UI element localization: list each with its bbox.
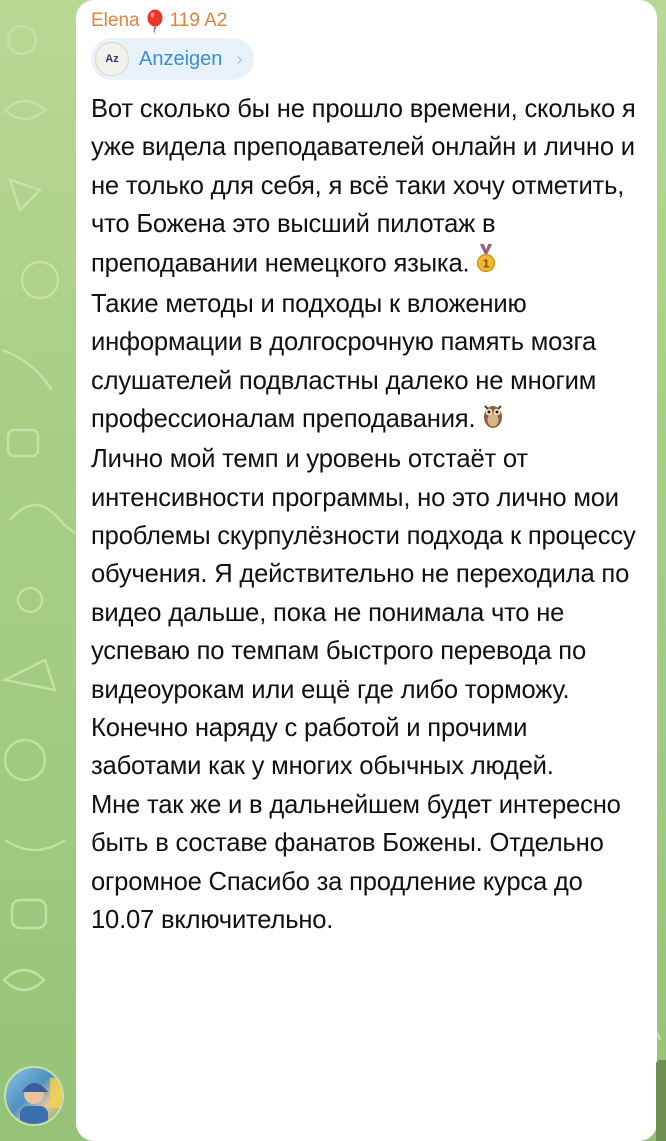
message-paragraph	[91, 90, 641, 285]
side-panel-edge	[656, 1060, 666, 1141]
svg-text:1: 1	[482, 257, 491, 271]
medal-icon	[476, 244, 496, 285]
message-text	[91, 90, 641, 939]
paragraph-text: Такие методы и подходы к вложению информации в долгосрочную память мозга слушателей подвластны далеко не многим профессионалам преподавания.	[91, 290, 597, 434]
channel-avatar-text: Az	[105, 53, 119, 65]
paragraph-text: Вот сколько бы не прошло времени, сколько я уже видела преподавателей онлайн и лично и не только для себя, я всё таки хочу отметить, что Божена это высший пилотаж в преподавании немецкого языка.	[91, 95, 636, 278]
message-paragraph: Лично мой темп и уровень отстаёт от интенсивности программы, но это лично мои проблемы скурпулёзности подхода к процессу обучения. Я действительно не переходила по видео дальше, пока не понимала что не успеваю по темпам быстрого перевода по видеоурокам или ещё где либо торможу. Конечно наряду с работой и прочими заботами как у многих обычных людей.	[91, 445, 636, 781]
channel-avatar	[95, 42, 129, 76]
balloon-icon	[144, 9, 166, 33]
sender-row	[91, 6, 641, 36]
sender-name[interactable]: Elena	[91, 10, 140, 31]
user-avatar[interactable]	[4, 1066, 64, 1126]
message-paragraph	[91, 285, 641, 440]
level-badge: 119 A2	[169, 10, 228, 31]
owl-icon	[482, 401, 504, 440]
message-paragraph: Мне так же и в дальнейшем будет интересно быть в составе фанатов Божены. Отдельно огромное Спасибо за продление курса до 10.07 включительно.	[91, 790, 621, 935]
chevron-right-icon: ›	[236, 48, 243, 69]
channel-chip-label[interactable]: Anzeigen	[139, 47, 223, 70]
channel-chip[interactable]	[91, 38, 254, 80]
message-bubble	[76, 0, 657, 1141]
